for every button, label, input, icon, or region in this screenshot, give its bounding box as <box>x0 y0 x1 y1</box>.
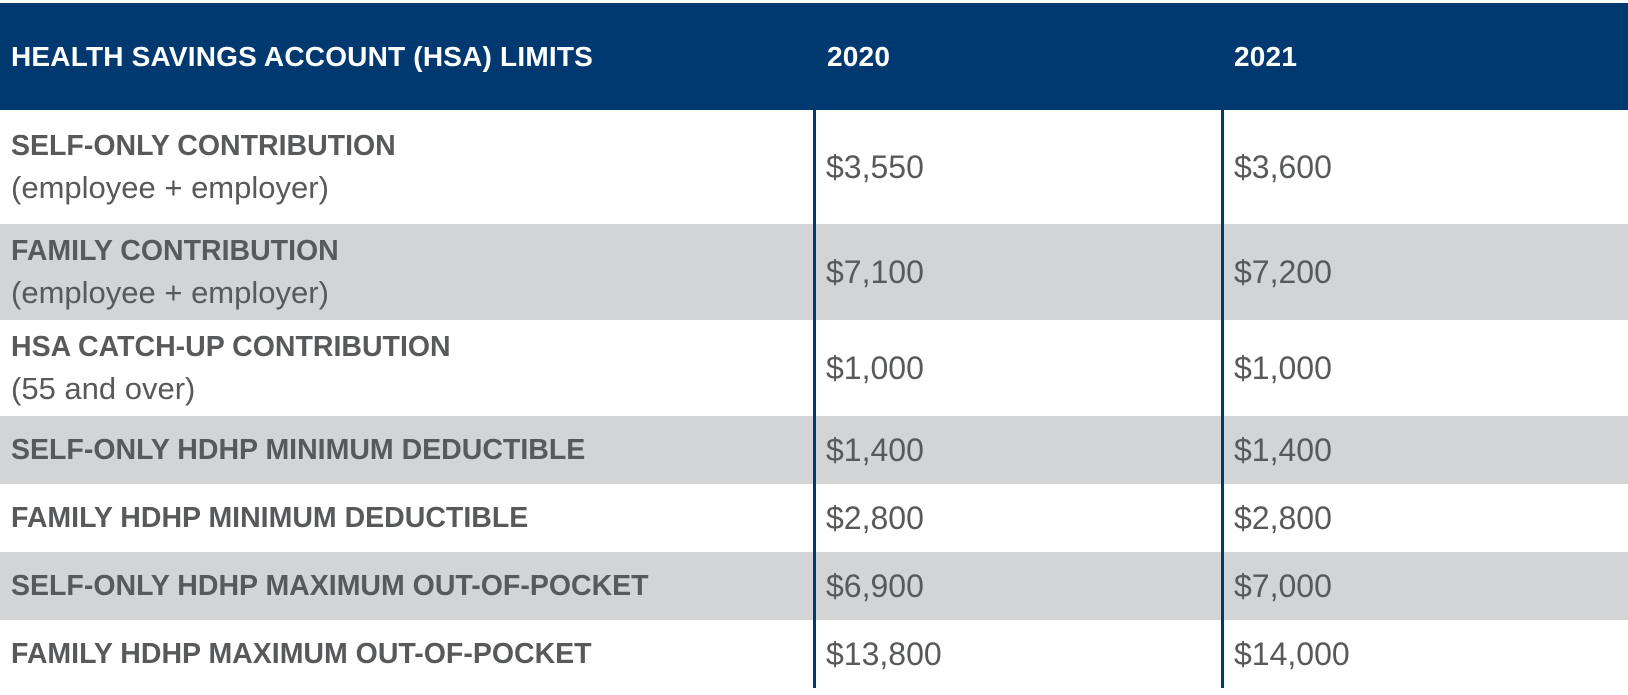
row-label-main: SELF-ONLY HDHP MINIMUM DEDUCTIBLE <box>11 434 586 466</box>
row-label <box>11 484 528 552</box>
value-2021: $14,000 <box>1234 635 1350 672</box>
row-label-main: SELF-ONLY CONTRIBUTION <box>11 130 396 162</box>
column-divider-2020 <box>813 110 816 688</box>
column-divider-2021 <box>1221 110 1224 688</box>
row-label-main: FAMILY HDHP MINIMUM DEDUCTIBLE <box>11 502 529 534</box>
value-2021: $3,600 <box>1234 148 1332 185</box>
row-label <box>11 320 451 416</box>
row-label <box>11 552 649 620</box>
value-2021: $7,200 <box>1234 253 1332 290</box>
value-2020: $7,100 <box>826 253 924 290</box>
header-year-2021: 2021 <box>1234 41 1298 72</box>
value-2021: $1,400 <box>1234 431 1332 468</box>
row-label-main: FAMILY CONTRIBUTION <box>11 235 339 267</box>
value-2021: $7,000 <box>1234 567 1332 604</box>
table-header <box>0 3 1628 110</box>
row-label-main: SELF-ONLY HDHP MAXIMUM OUT-OF-POCKET <box>11 570 649 602</box>
header-year-2020: 2020 <box>827 41 891 72</box>
value-2020: $6,900 <box>826 567 924 604</box>
row-label <box>11 416 585 484</box>
row-label-sub: (employee + employer) <box>11 275 329 310</box>
value-2020: $3,550 <box>826 148 924 185</box>
value-2020: $1,000 <box>826 349 924 386</box>
row-label-sub: (employee + employer) <box>11 170 329 205</box>
row-label <box>11 110 396 224</box>
row-label-sub: (55 and over) <box>11 371 196 406</box>
header-title: HEALTH SAVINGS ACCOUNT (HSA) LIMITS <box>11 41 594 72</box>
value-2020: $1,400 <box>826 431 924 468</box>
row-label <box>11 620 592 688</box>
value-2021: $2,800 <box>1234 499 1332 536</box>
value-2020: $13,800 <box>826 635 942 672</box>
row-label <box>11 224 339 320</box>
row-label-main: FAMILY HDHP MAXIMUM OUT-OF-POCKET <box>11 638 592 670</box>
row-label-main: HSA CATCH-UP CONTRIBUTION <box>11 331 451 363</box>
value-2021: $1,000 <box>1234 349 1332 386</box>
value-2020: $2,800 <box>826 499 924 536</box>
